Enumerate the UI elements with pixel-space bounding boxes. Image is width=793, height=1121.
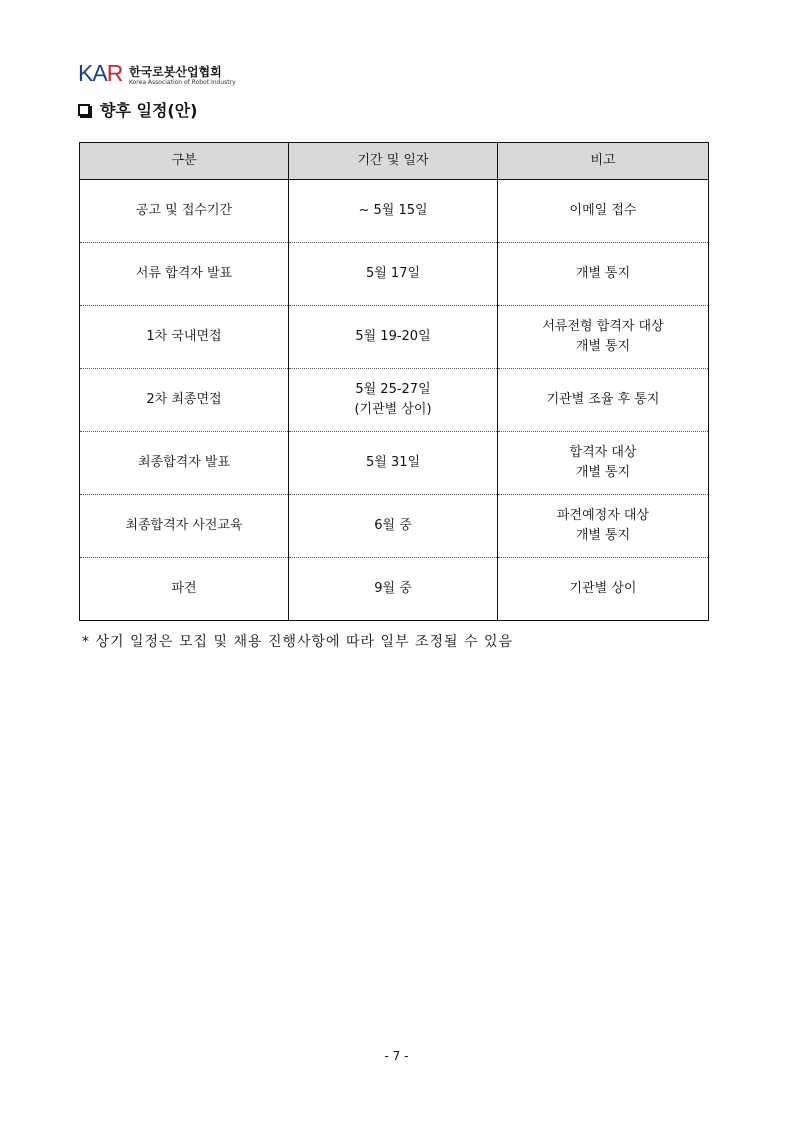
table-row — [80, 306, 709, 369]
cell-category: 서류 합격자 발표 — [80, 243, 289, 306]
cell-date — [289, 495, 498, 558]
cell-note-line: 서류전형 합격자 대상 — [542, 319, 664, 334]
cell-note-line: 개별 통지 — [575, 465, 631, 480]
cell-note — [498, 243, 709, 306]
cell-note-line: 이메일 접수 — [569, 203, 637, 218]
cell-date — [289, 369, 498, 432]
table-row — [80, 243, 709, 306]
cell-note — [498, 306, 709, 369]
cell-date-line: 9월 중 — [374, 581, 412, 596]
cell-date-line: 5월 25-27일 — [355, 382, 431, 397]
checkbox-icon — [78, 104, 90, 116]
cell-note — [498, 180, 709, 243]
table-row — [80, 180, 709, 243]
section-title-text: 향후 일정(안) — [100, 101, 198, 120]
header-note: 비고 — [498, 143, 709, 180]
cell-date — [289, 432, 498, 495]
page-number: - 7 - — [384, 1049, 409, 1063]
cell-note — [498, 495, 709, 558]
table-row — [80, 369, 709, 432]
cell-date — [289, 306, 498, 369]
cell-date — [289, 180, 498, 243]
section-title — [78, 98, 197, 121]
header-date: 기간 및 일자 — [289, 143, 498, 180]
cell-note-line: 개별 통지 — [575, 339, 631, 354]
cell-category: 2차 최종면접 — [80, 369, 289, 432]
table-row — [80, 432, 709, 495]
cell-note-line: 합격자 대상 — [569, 445, 637, 460]
table-header-row — [80, 143, 709, 180]
table-row — [80, 558, 709, 621]
cell-category: 공고 및 접수기간 — [80, 180, 289, 243]
org-name-english: Korea Association of Robot Industry — [129, 79, 236, 86]
cell-date-line: 5월 19-20일 — [355, 329, 431, 344]
cell-date-line: ~ 5월 15일 — [358, 203, 428, 218]
cell-category: 파견 — [80, 558, 289, 621]
logo-mark: KAR — [78, 60, 123, 86]
cell-date-line: 5월 31일 — [365, 455, 421, 470]
cell-note — [498, 369, 709, 432]
cell-note — [498, 432, 709, 495]
cell-date-line: (기관별 상이) — [354, 402, 432, 417]
cell-note-line: 개별 통지 — [575, 528, 631, 543]
table-row — [80, 495, 709, 558]
cell-note-line: 파견예정자 대상 — [556, 508, 650, 523]
footnote: * 상기 일정은 모집 및 채용 진행사항에 따라 일부 조정될 수 있음 — [82, 634, 514, 650]
schedule-table — [79, 142, 709, 621]
cell-date-line: 6월 중 — [374, 518, 412, 533]
cell-note — [498, 558, 709, 621]
org-name-korean: 한국로봇산업협회 — [129, 65, 222, 79]
cell-category: 최종합격자 사전교육 — [80, 495, 289, 558]
cell-category: 최종합격자 발표 — [80, 432, 289, 495]
cell-date — [289, 243, 498, 306]
cell-date — [289, 558, 498, 621]
cell-note-line: 기관별 조율 후 통지 — [546, 392, 660, 407]
cell-note-line: 개별 통지 — [575, 266, 631, 281]
cell-date-line: 5월 17일 — [365, 266, 421, 281]
header-category: 구분 — [80, 143, 289, 180]
cell-note-line: 기관별 상이 — [569, 581, 637, 596]
cell-category: 1차 국내면접 — [80, 306, 289, 369]
